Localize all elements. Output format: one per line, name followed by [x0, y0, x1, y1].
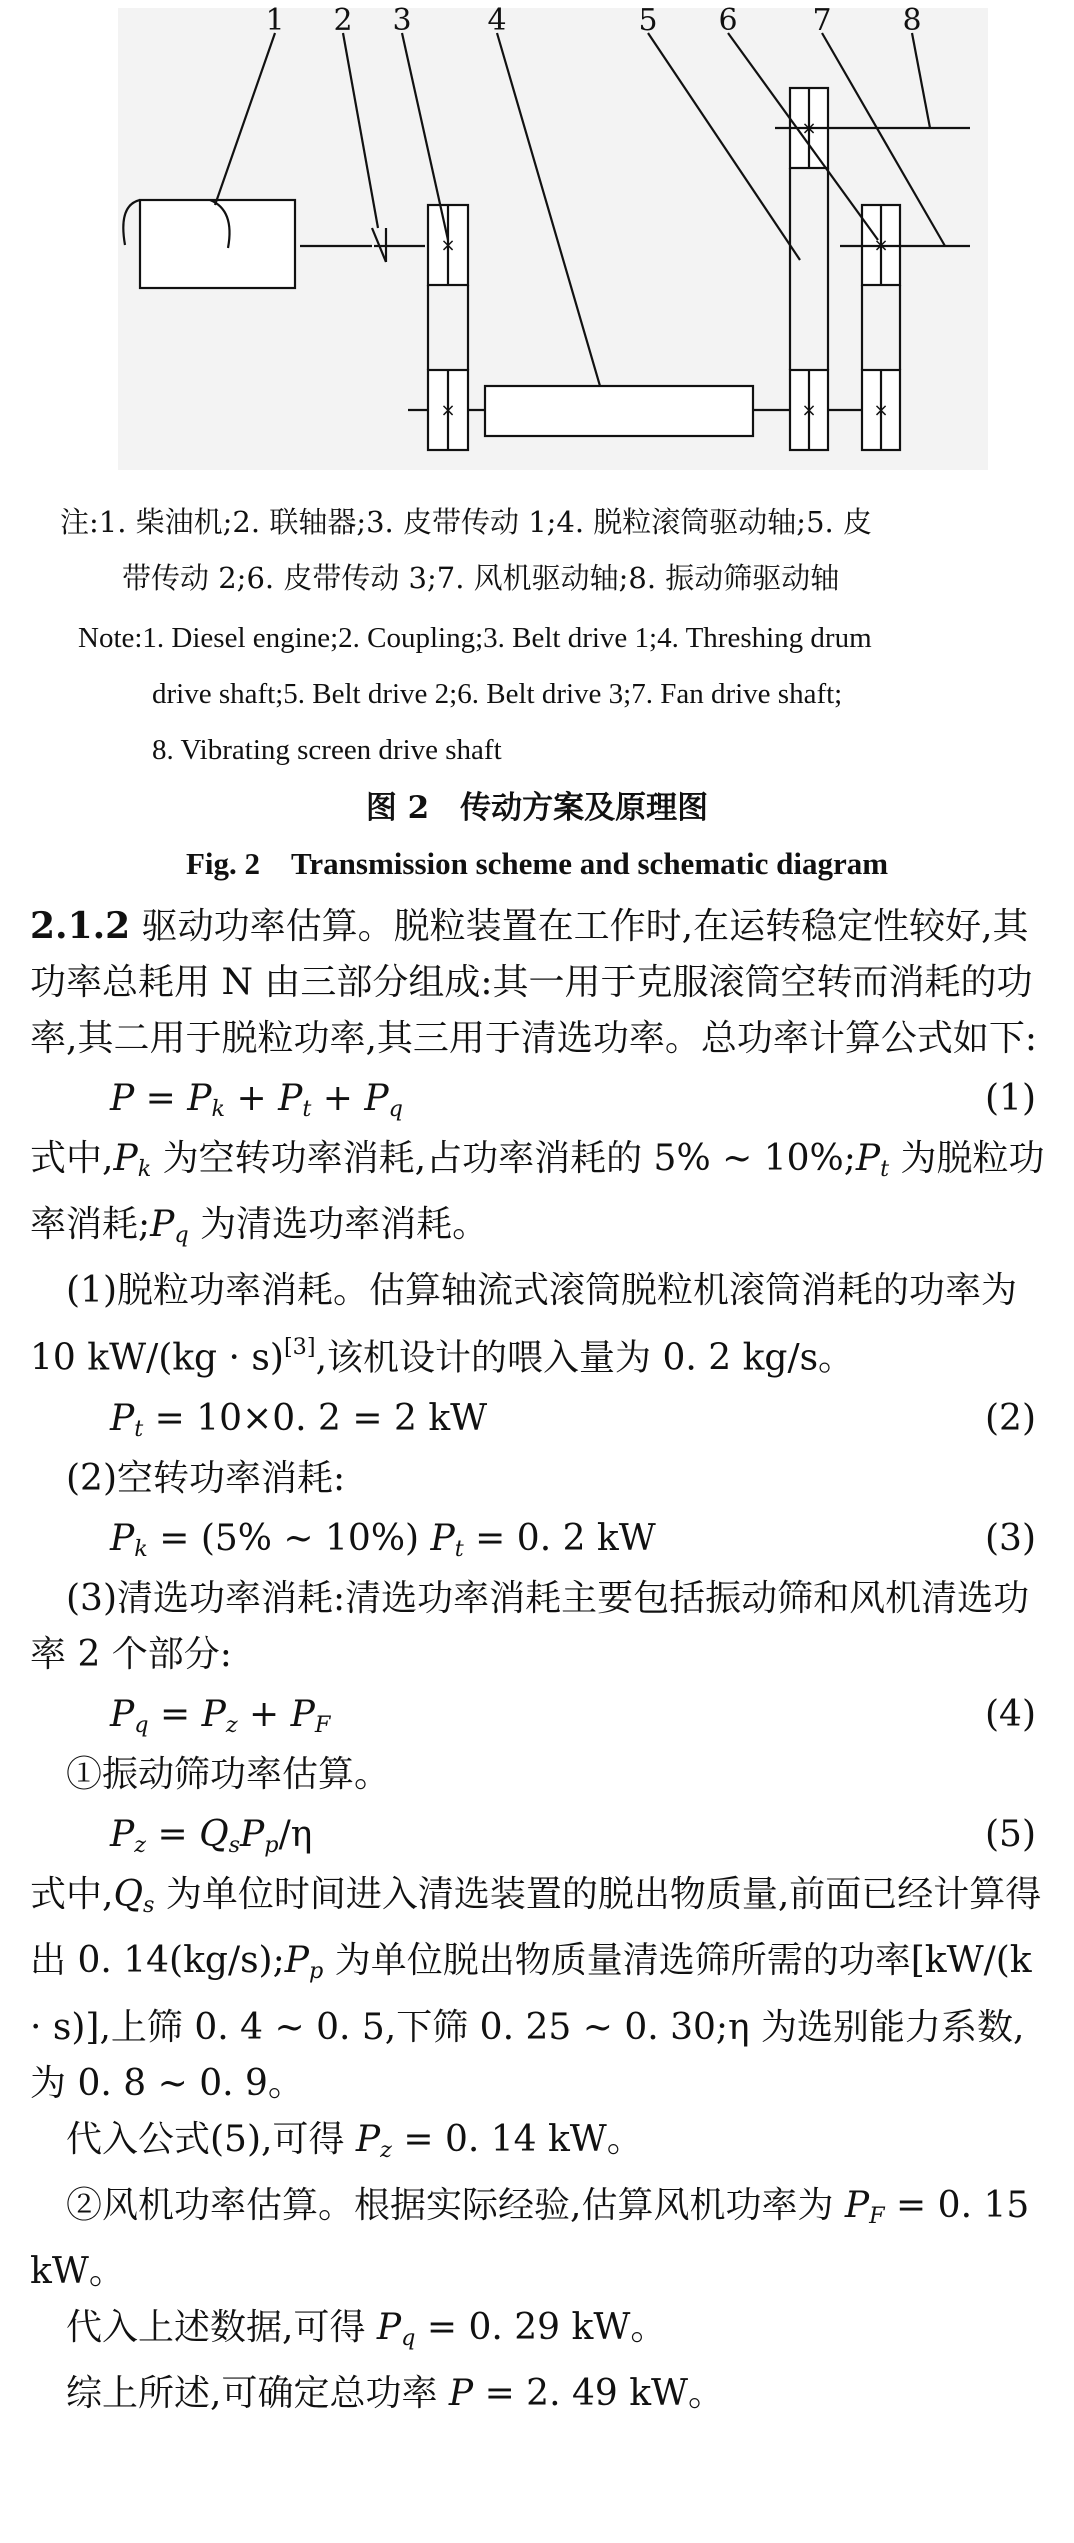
sub-item-1: ①振动筛功率估算。 [66, 1754, 391, 1796]
equation-number: (4) [985, 1694, 1036, 1736]
figure-title-cn: 图 2 传动方案及原理图 [365, 790, 709, 826]
svg-text:×: × [873, 235, 889, 256]
svg-text:×: × [440, 400, 456, 421]
result-total: 综上所述,可确定总功率 P = 2. 49 kW。 [66, 2373, 725, 2415]
equation-number: (1) [985, 1078, 1036, 1119]
figure-title-en: Fig. 2 Transmission scheme and schematic diagram [185, 846, 889, 881]
part-number: 1 [265, 3, 285, 38]
equation-3-body: $P_k = (5\%$ ~ 10%) $P_t = 0$. 2 kW [110, 1518, 656, 1563]
part-number: 7 [812, 3, 832, 38]
section-number: 2.1.2 [30, 905, 131, 947]
equation-5-body: $P_z = Q_sP_p/\eta$ [110, 1814, 313, 1859]
equation-3 [30, 1507, 1054, 1571]
svg-text:×: × [801, 400, 817, 421]
item-3: (3)清选功率消耗:清选功率消耗主要包括振动筛和风机清选功率 2 个部分: [30, 1578, 1030, 1676]
transmission-diagram [0, 0, 1074, 480]
part-number: 2 [333, 3, 353, 38]
sub-result-1: 代入公式(5),可得 $P_z = 0$. 14 kW。 [66, 2118, 643, 2163]
result-pq: 代入上述数据,可得 $P_q = 0$. 29 kW。 [66, 2307, 667, 2352]
citation: [3] [283, 1334, 316, 1361]
part-number: 3 [392, 3, 412, 38]
where-2: 式中$,Q_s$ 为单位时间进入清选装置的脱出物质量,前面已经计算得出 0. $14(kg/s);P_p$ 为单位脱出物质量清选筛所需的功率[kW/(k · s)],上筛 0. 4 ~ 0. 5,下筛 0. 25 ~ 0. 30;η 为选别能力系数,为 0. 8 ~ 0. 9。 [30, 1874, 1042, 2104]
caption-cn-line-1: 注:1. 柴油机;2. 联轴器;3. 皮带传动 1;4. 脱粒滚筒驱动轴;5. 皮 [60, 505, 872, 539]
sub-item-2: ②风机功率估算。根据实际经验,估算风机功率为 $P_F = 0$. 15 kW。 [30, 2184, 1030, 2293]
caption-cn-line-2: 带传动 2;6. 皮带传动 3;7. 风机驱动轴;8. 振动筛驱动轴 [122, 561, 840, 595]
section-2-1-2 [30, 898, 1054, 1067]
equation-1 [30, 1067, 1054, 1131]
svg-text:×: × [801, 118, 817, 139]
item-2: (2)空转功率消耗: [66, 1458, 346, 1500]
part-number: 5 [638, 3, 658, 38]
part-number: 6 [718, 3, 738, 38]
caption-en-line-3: 8. Vibrating screen drive shaft [152, 734, 502, 766]
caption-en-line-2: drive shaft;5. Belt drive 2;6. Belt drive 3;7. Fan drive shaft; [152, 678, 843, 710]
caption-en-line-1: Note:1. Diesel engine;2. Coupling;3. Belt drive 1;4. Threshing drum [78, 622, 872, 654]
threshing-drum [485, 386, 753, 436]
svg-text:×: × [440, 235, 456, 256]
body-text [30, 898, 1054, 2422]
section-intro: 驱动功率估算。脱粒装置在工作时,在运转稳定性较好,其功率总耗用 N 由三部分组成:其一用于克服滚筒空转而消耗的功率,其二用于脱粒功率,其三用于清选功率。总功率计算公式如下: [30, 906, 1038, 1059]
diesel-engine [140, 200, 295, 288]
equation-number: (5) [985, 1814, 1036, 1856]
equation-5 [30, 1803, 1054, 1867]
where-1: 式中$,P_k$ 为空转功率消耗,占功率消耗的 5% ~ $10\%;P_t$ 为脱粒功率消耗$;P_q$ 为清选功率消耗。 [30, 1138, 1045, 1249]
equation-number: (2) [985, 1398, 1036, 1440]
equation-2-body: $P_t = 10\times 0$. 2 = 2 kW [110, 1398, 488, 1443]
equation-number: (3) [985, 1518, 1036, 1560]
part-number: 4 [487, 3, 507, 38]
svg-text:×: × [873, 400, 889, 421]
equation-4-body: $P_q = P_z + P_F$ [110, 1694, 331, 1739]
equation-1-body: $P = P_k + P_t + P_q$ [110, 1078, 403, 1123]
equation-2 [30, 1387, 1054, 1451]
part-number: 8 [902, 3, 922, 38]
item-1: (1)脱粒功率消耗。估算轴流式滚筒脱粒机滚筒消耗的功率为 10 kW/(kg · s)[3],该机设计的喂入量为 0. 2 kg/s。 [30, 1270, 1017, 1380]
equation-4 [30, 1683, 1054, 1747]
